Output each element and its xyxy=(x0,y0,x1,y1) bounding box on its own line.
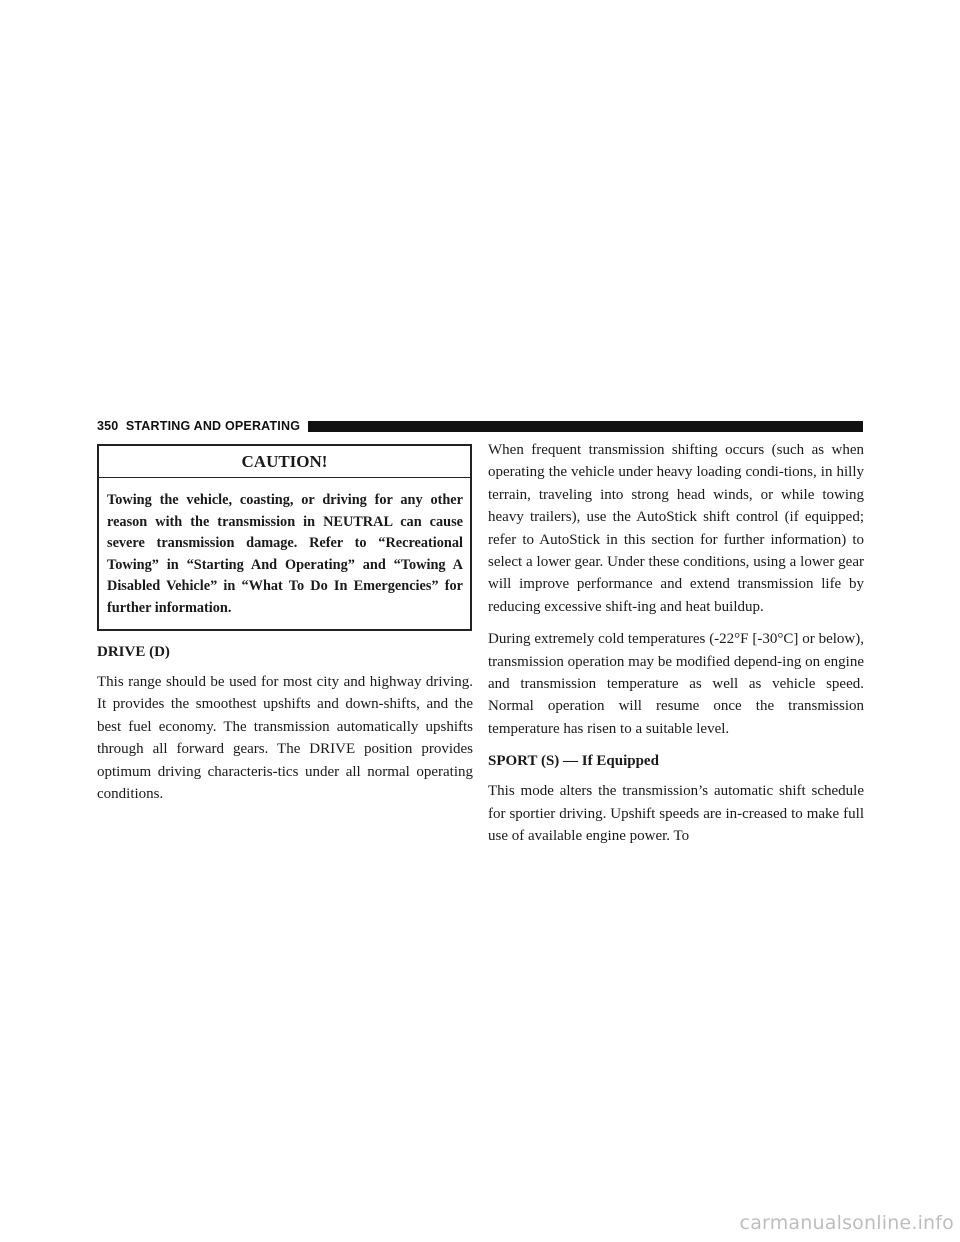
page-header xyxy=(97,418,863,434)
shifting-paragraph: When frequent transmission shifting occurs (such as when operating the vehicle under heavy loading condi-tions, in hilly terrain, traveling into strong head winds, or while towing heavy trailers), use the AutoStick shift control (if equipped; refer to AutoStick in this section for further information) to select a lower gear. Under these conditions, using a lower gear will improve performance and extend transmission life by reducing excessive shift-ing and heat buildup. xyxy=(488,442,864,615)
section-title: STARTING AND OPERATING xyxy=(125,419,301,433)
sport-heading: SPORT (S) — If Equipped xyxy=(488,753,659,770)
sport-paragraph: This mode alters the transmission’s automatic shift schedule for sportier driving. Upshift speeds are in-creased to make full use of available engine power. To xyxy=(488,783,864,845)
caution-title: CAUTION! xyxy=(99,446,470,478)
header-label xyxy=(97,419,308,433)
caution-box xyxy=(97,444,472,631)
drive-paragraph: This range should be used for most city and highway driving. It provides the smoothest upshifts and down-shifts, and the best fuel economy. The transmission automatically upshifts through all forward gears. The DRIVE position provides optimum driving characteris-tics under all normal operating conditions. xyxy=(97,674,473,803)
header-rule xyxy=(308,421,863,432)
cold-temperature-paragraph: During extremely cold temperatures (-22°F [-30°C] or below), transmission operation may be modified depend-ing on engine and transmission temperature as well as vehicle speed. Normal operation will resume once the transmission temperature has risen to a suitable level. xyxy=(488,631,864,737)
left-column xyxy=(97,444,473,815)
drive-heading: DRIVE (D) xyxy=(97,644,170,660)
watermark-text: carmanualsonline.info xyxy=(739,1212,954,1234)
caution-body: Towing the vehicle, coasting, or driving for any other reason with the transmission in NEUTRAL can cause severe transmission damage. Refer to “Recreational Towing” in “Starting And Operating” and “Towing A Disabled Vehicle” in “What To Do In Emergencies” for further information. xyxy=(107,492,463,616)
right-column xyxy=(488,444,864,858)
page-number: 350 xyxy=(97,419,119,433)
